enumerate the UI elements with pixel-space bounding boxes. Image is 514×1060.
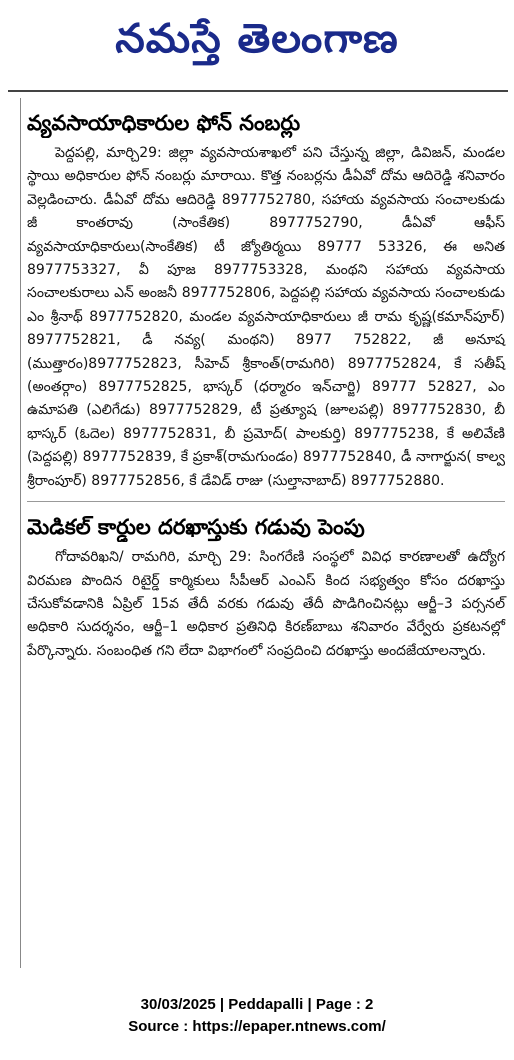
masthead xyxy=(0,0,514,88)
article-column xyxy=(21,108,509,663)
article-2-body: గోదావరిఖని/ రామగిరి, మార్చి 29: సింగరేణి సంస్థలో వివిధ కారణాలతో ఉద్యోగ విరమణ పొందిన రిటైర్డ్ కార్మికులు సీపీఆర్ ఎంఎస్ కింద సభ్యత్వం కోసం దరఖాస్తు చేసుకోవడానికి ఏప్రిల్ 15వ తేదీ వరకు గడువు తేదీ పొడిగించినట్లు ఆర్జీ–3 పర్సనల్ అధికారి సుదర్శనం, ఆర్జీ–1 అధికార ప్రతినిధి కిరణ్‌బాబు శనివారం వేర్వేరు ప్రకటనల్లో పేర్కొన్నారు. సంబంధిత గని లేదా విభాగంలో సంప్రదించి దరఖాస్తు అందజేయాలన్నారు. xyxy=(27,549,505,659)
article-1-headline: వ్యవసాయాధికారుల ఫోన్ నంబర్లు xyxy=(27,111,301,135)
footer-date-edition: 30/03/2025 | Peddapalli | Page : 2 xyxy=(140,996,374,1013)
masthead-rule xyxy=(8,90,508,92)
article-2 xyxy=(27,512,505,663)
article-divider xyxy=(27,501,505,502)
clipping xyxy=(20,98,509,968)
article-2-headline: మెడికల్ కార్డుల దరఖాస్తుకు గడువు పెంపు xyxy=(27,515,365,540)
article-1 xyxy=(27,108,505,493)
footer xyxy=(0,994,514,1038)
article-1-body: పెద్దపల్లి, మార్చి29: జిల్లా వ్యవసాయశాఖలో పని చేస్తున్న జిల్లా, డివిజన్, మండల స్థాయి అధికారుల ఫోన్ నంబర్లు మారాయి. కొత్త నంబర్లను డీఏవో దోమ ఆదిరెడ్డి శనివారం వెల్లడించారు. డీఏవో దోమ ఆదిరెడ్డి 8977752780, సహాయ వ్యవసాయ సంచాలకుడు జీ కాంతరావు (సాంకేతిక) 8977752790, డీఏవో ఆఫీస్ వ్యవసాయాధికారులు(సాంకేతిక) టీ జ్యోతిర్మయి 89777 53326, ఈ అనిత 8977753327, వీ పూజ 8977753328, మంథని సహాయ వ్యవసాయ సంచాలకురాలు ఎన్ అంజనీ 8977752806, పెద్దపల్లి సహాయ వ్యవసాయ సంచాలకుడు ఎం శ్రీనాథ్ 8977752820, మండల వ్యవసాయాధికారులు జీ రామ కృష్ణ(కమాన్‌పూర్) 8977752821, డీ నవ్య( మంథని) 8977 752822, జీ అనూష (ముత్తారం)8977752823, సీహెచ్ శ్రీకాంత్(రామగిరి) 8977752824, కే సతీష్ (అంతర్గాం) 8977752825, భాస్కర్ (ధర్మారం ఇన్‌చార్జి) 89777 52827, ఎం ఉమాపతి (ఎలిగేడు) 8977752829, టీ ప్రత్యూష (జూలపల్లి) 8977752830, బీ భాస్కర్ (ఓదెల) 8977752831, బీ ప్రమోద్( పాలకుర్తి) 897775238, కే అలివేణి (పెద్దపల్లి) 8977752839, కే ప్రకాశ్(రామగుండం) 8977752840, డీ నాగార్జున( కాల్వ శ్రీరాంపూర్) 8977752856, కే డేవిడ్ రాజు (సుల్తానాబాద్) 8977752880. xyxy=(27,145,505,489)
masthead-logo: నమస్తే తెలంగాణ xyxy=(115,16,399,62)
footer-source: Source : https://epaper.ntnews.com/ xyxy=(128,1018,386,1035)
